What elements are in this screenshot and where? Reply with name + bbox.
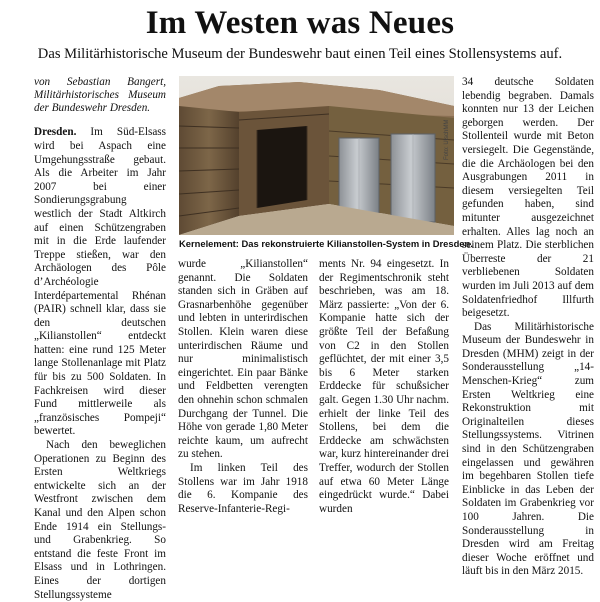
photo-credit: Foto: UlschMM (444, 119, 450, 160)
dateline: Dresden. (34, 126, 77, 139)
headline: Im Westen was Neues (145, 5, 455, 41)
paragraph: Das Militärhistorische Museum der Bundeswehr in Dresden (MHM) zeigt in der Sonderausstellung „14-Menschen-Krieg“ zum Ersten Weltkrieg eine Rekonstruktion mit Originalteilen dieses Stellungssystems. Vitrinen sind in den Schützengraben eingelassen und gewähren im begehbaren Stollen tiefe Einblicke in das Leben der Soldaten im Grabenkrieg vor 100 Jahren. Die Sonderausstellung in Dresden wird am Freitag dieser Woche eröffnet und läuft bis in den März 2015. (462, 320, 594, 578)
paragraph: wurde „Kilianstollen“ genannt. Die Soldaten standen sich in Gräben auf Grasnarbenhöhe gegenüber und lebten in unterirdischen Stollen. Klein waren diese unterirdischen Räume und nur minimalistisch eingerichtet. Ein paar Bänke und Feldbetten verengten den ohnehin schon schmalen Durchgang der Tunnel. Die Höhe von gerade 1,80 Meter reichte kaum, um aufrecht zu stehen. (178, 258, 308, 461)
article-column-1 (34, 76, 166, 602)
article-column-3 (319, 258, 449, 516)
paragraph-text: Im Süd-Elsass wird bei Aspach eine Umgehungsstraße gebaut. Als die Arbeiter im Jahr 2007 bei einer Sondierungsgrabung westlich der Stadt Altkirch auf einen Schützengraben mit in die Erde laufender Treppe stießen, war den Archäologen des Pôle d’Archéologie Interdépartemental Rhénan (PAIR) schnell klar, dass sie den deutschen „Kilianstollen“ entdeckt hatten: eine rund 125 Meter lange Stollenanlage mit Platz für bis zu 500 Soldaten. In Fachkreisen wird dieser Fund mittlerweile als „französisches Pompeji“ bewertet. (34, 126, 166, 438)
photo-caption (179, 238, 473, 250)
caption-label: Kernelement: (179, 238, 239, 249)
stollen-reconstruction-image (179, 76, 454, 235)
paragraph: Nach den beweglichen Operationen zu Beginn des Ersten Weltkriegs entwickelte sich an der Westfront zwischen dem Kanal und den Alpen schon Ende 1914 ein Stellungs- und Grabenkrieg. So entstand die feste Front im Elsass und in Lothringen. Eines der dortigen Stellungssysteme (34, 439, 166, 601)
article-photo (179, 76, 454, 235)
article-column-2 (178, 258, 308, 516)
subheadline: Das Militärhistorische Museum der Bundeswehr baut einen Teil eines Stollensystems auf. (37, 46, 563, 62)
article-column-4 (462, 76, 594, 579)
paragraph: Im linken Teil des Stollens war im Jahr 1918 die 6. Kompanie des Reserve-Infanterie-Regi- (178, 461, 308, 515)
byline: von Sebastian Bangert, Militärhistorisches Museum der Bundeswehr Dresden. (34, 76, 166, 114)
caption-text: Das rekonstruierte Kilianstollen-System in Dresden. (241, 238, 473, 249)
paragraph: 34 deutsche Soldaten lebendig begraben. Damals konnten nur 13 der Leichen geborgen werden. Der Stollenteil wurde mit Beton versiegelt. Die Gegenstände, die die Archäologen bei den Ausgrabungen 2011 in diesem versiegelten Teil gefunden haben, sind mitunter ausgezeichnet erhalten. Alles lag noch an seinem Platz. Die sterblichen Überreste der 21 verbliebenen Soldaten wurden im Juli 2013 auf dem Soldatenfriedhof Illfurth beigesetzt. (462, 76, 594, 320)
paragraph (34, 126, 166, 439)
paragraph: ments Nr. 94 eingesetzt. In der Regimentschronik steht beschrieben, was am 18. März passierte: „Von der 6. Kompanie hatte sich der größte Teil der Befaßung von C2 in den Stollen geflüchtet, der mit einer 3,5 bis 6 Meter starken Erddecke für schußsicher galt. Gegen 1.30 Uhr nachm. erhielt der linke Teil des Stollens, bei dem die Erddecke am schwächsten war, kurz hintereinander drei Treffer, wodurch der Stollen auf etwa 60 Meter Länge eingedrückt wurde.“ Dabei wurden (319, 258, 449, 515)
